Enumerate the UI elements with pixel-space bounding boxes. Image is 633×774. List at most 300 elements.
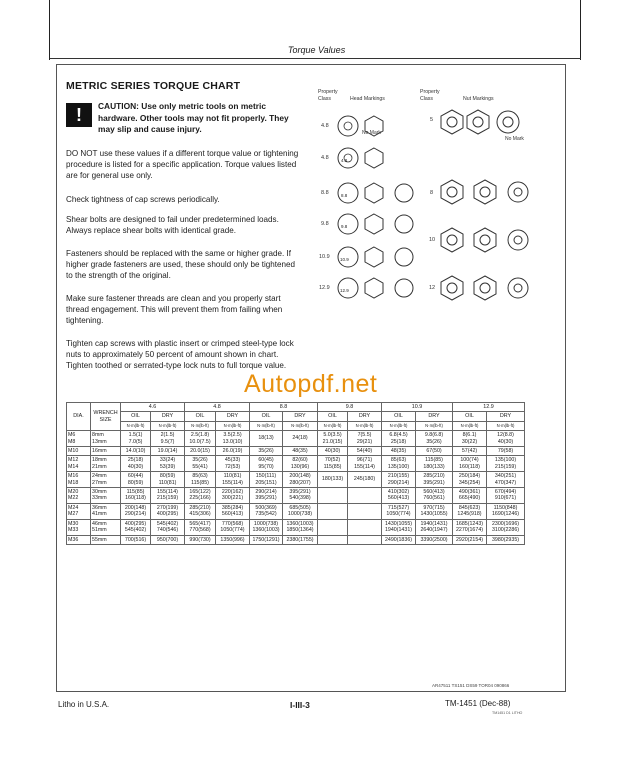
torque-cell <box>250 535 283 544</box>
cell-line: 910(671) <box>494 495 517 502</box>
nut-icon <box>503 117 513 127</box>
manual-id: TM-1451 (Dec-88) <box>445 699 511 708</box>
torque-cell <box>185 519 216 535</box>
torque-cell <box>453 456 487 472</box>
cell-line: 80(59) <box>159 473 176 480</box>
cell-line: M20 <box>68 489 79 496</box>
torque-cell <box>283 456 318 472</box>
cell-line: M14 <box>68 463 79 470</box>
cell-line: 1150(848) <box>493 504 518 511</box>
torque-cell <box>151 431 185 447</box>
nut-icon <box>447 117 457 127</box>
torque-cell <box>416 503 453 519</box>
cell-line: 33mm <box>92 495 107 502</box>
grade-header: 4.6 <box>121 403 185 412</box>
head-marking-label: 12.9 <box>340 288 349 293</box>
torque-cell <box>121 488 151 504</box>
cell-line: 1850(1364) <box>286 527 314 534</box>
cell-line: 115(85) <box>425 457 443 464</box>
grade-header: 12.9 <box>453 403 525 412</box>
oil-header: OIL <box>121 412 151 421</box>
torque-cell <box>453 431 487 447</box>
cell-line: 545(402) <box>124 527 147 534</box>
torque-cell <box>487 447 525 456</box>
cell-line: 1685(1243) <box>455 520 484 527</box>
cell-line: 1050(774) <box>220 527 245 534</box>
oil-header: OIL <box>382 412 416 421</box>
nut-icon <box>441 228 463 252</box>
wrench-cell <box>91 456 121 472</box>
cell-line: 1000(738) <box>253 520 279 527</box>
torque-cell <box>121 535 151 544</box>
cell-line: 33(24) <box>159 457 176 464</box>
cell-line: 1940(1431) <box>384 527 413 534</box>
unit-header: N·m(lb-ft) <box>453 421 487 430</box>
cell-line: 200(148) <box>124 504 147 511</box>
cell-line: 345(254) <box>458 479 481 486</box>
torque-cell <box>382 535 416 544</box>
cell-line: 18mm <box>92 457 107 464</box>
nut-icon <box>441 276 463 300</box>
cell-line: 24(18) <box>292 435 308 442</box>
cell-line: 670(494) <box>494 489 517 496</box>
unit-header: N·m(lb-ft) <box>348 421 382 430</box>
oil-header: OIL <box>318 412 348 421</box>
cell-line: 3390(2500) <box>420 536 448 543</box>
torque-cell <box>453 503 487 519</box>
cell-line: 96(71) <box>356 457 373 464</box>
torque-cell <box>283 503 318 519</box>
cell-line: 45(33) <box>224 457 241 464</box>
table-row <box>67 472 525 488</box>
cell-line: 19.0(14) <box>157 448 178 455</box>
torque-cell <box>348 472 382 488</box>
cell-line: 565(417) <box>189 520 211 527</box>
torque-cell <box>283 472 318 488</box>
nut-icon <box>514 188 522 196</box>
cell-line: 135(100) <box>387 463 410 470</box>
torque-cell <box>416 488 453 504</box>
cell-line: 215(159) <box>156 495 179 502</box>
nut-icon <box>514 236 522 244</box>
torque-table <box>66 402 525 545</box>
grade-header: 10.9 <box>382 403 453 412</box>
torque-cell <box>318 447 348 456</box>
cell-line: 9.8(6.8) <box>424 432 444 439</box>
unit-header: N·m(lb-ft) <box>283 421 318 430</box>
torque-cell <box>185 447 216 456</box>
cell-line: 1690(1246) <box>491 511 520 518</box>
cell-line: M6 <box>68 432 76 439</box>
wrench-cell <box>91 431 121 447</box>
nut-class-label: 10 <box>429 237 436 243</box>
nut-class-label: 12 <box>429 285 436 291</box>
head-marking-label: 8.8 <box>341 193 348 198</box>
cell-line: 1430(1055) <box>420 511 448 518</box>
cell-line: 40(30) <box>127 463 144 470</box>
cell-line: 6.8(4.5) <box>389 432 408 439</box>
cell-line: 560(413) <box>387 495 410 502</box>
cell-line: 100(74) <box>460 457 479 464</box>
cell-line: 245(180) <box>353 476 376 483</box>
unit-header: N·m(lb-ft) <box>382 421 416 430</box>
torque-cell <box>121 447 151 456</box>
cell-line: 155(114) <box>157 489 178 496</box>
nut-icon <box>480 187 490 197</box>
torque-cell <box>416 447 453 456</box>
cell-line: 46mm <box>92 520 107 527</box>
nut-icon <box>514 284 522 292</box>
cell-line: 290(214) <box>124 511 147 518</box>
cell-line: 400(295) <box>156 511 179 518</box>
cell-line: 395(291) <box>289 489 311 496</box>
torque-cell <box>487 488 525 504</box>
bolt-head-icon <box>395 215 413 233</box>
cell-line: 340(251) <box>494 473 517 480</box>
torque-cell <box>487 519 525 535</box>
cell-line: 25(18) <box>127 457 144 464</box>
cell-line: 1350(996) <box>220 536 245 543</box>
cell-line: 18(13) <box>258 435 274 442</box>
unit-header: N·m(lb-ft) <box>318 421 348 430</box>
torque-cell <box>416 456 453 472</box>
oil-header: OIL <box>250 412 283 421</box>
cell-line: 5.0(3.5) <box>323 432 342 439</box>
nut-icon <box>447 235 457 245</box>
cell-line: M24 <box>68 504 79 511</box>
cell-line: M18 <box>68 479 79 486</box>
wrench-cell <box>91 503 121 519</box>
cell-line: 2640(1947) <box>420 527 448 534</box>
nut-icon <box>467 110 489 134</box>
cell-line: 95(70) <box>258 463 274 470</box>
cell-line: 24mm <box>92 473 107 480</box>
cell-line: 990(730) <box>189 536 211 543</box>
cell-line: 35(26) <box>426 438 442 445</box>
cell-line: 26.0(19) <box>222 448 243 455</box>
torque-cell <box>151 456 185 472</box>
torque-cell <box>151 535 185 544</box>
cell-line: 60(44) <box>127 473 144 480</box>
cell-line: 79(58) <box>497 448 514 455</box>
nut-icon <box>480 235 490 245</box>
cell-line: M8 <box>68 438 76 445</box>
paragraph-general-use: DO NOT use these values if a different torque value or tightening procedure is listed for a specific application. Torque values listed are for general use only. <box>66 149 299 181</box>
cell-line: 1430(1055) <box>384 520 413 527</box>
wrench-cell <box>91 535 121 544</box>
cell-line: 41mm <box>92 511 107 518</box>
cell-line: 210(155) <box>387 473 410 480</box>
cell-line: 1360(1003) <box>286 520 314 527</box>
cell-line: 51mm <box>92 527 107 534</box>
torque-cell <box>185 535 216 544</box>
cell-line: M27 <box>68 511 79 518</box>
cell-line: 270(199) <box>156 504 179 511</box>
torque-cell <box>382 431 416 447</box>
cell-line: 770(568) <box>189 527 211 534</box>
cell-line: 160(118) <box>459 463 480 470</box>
nut-header-class: Property Class <box>420 89 440 102</box>
cell-line: 3.5(2.5) <box>223 432 242 439</box>
nut-icon <box>508 230 528 250</box>
col-header-wrench: WRENCH SIZE <box>91 403 121 431</box>
cell-line: 9.5(7) <box>160 438 175 445</box>
bolt-head-icon <box>365 214 383 234</box>
table-row <box>67 447 525 456</box>
cell-line: 8mm <box>92 432 104 439</box>
cell-line: 1245(918) <box>457 511 482 518</box>
cell-line: 3100(2286) <box>491 527 520 534</box>
cell-line: 180(133) <box>423 463 445 470</box>
cell-line: 48(35) <box>390 448 407 455</box>
unit-header: N·m(lb-ft) <box>121 421 151 430</box>
dry-header: DRY <box>283 412 318 421</box>
nut-header-markings: Nut Markings <box>463 96 494 102</box>
no-mark-label-nut: No Mark <box>505 136 524 142</box>
torque-cell <box>348 503 382 519</box>
bolt-head-icon <box>365 116 383 136</box>
col-header-dia: DIA. <box>67 403 91 431</box>
cell-line: 85(63) <box>390 457 407 464</box>
wrench-cell <box>91 488 121 504</box>
cell-line: 2270(1674) <box>455 527 484 534</box>
cell-line: 205(151) <box>255 479 277 486</box>
bolt-head-icon <box>395 184 413 202</box>
torque-cell <box>318 535 348 544</box>
cell-line: M30 <box>68 520 79 527</box>
dry-header: DRY <box>216 412 250 421</box>
cell-line: 13mm <box>92 438 107 445</box>
grade-header: 9.8 <box>318 403 382 412</box>
torque-cell <box>318 472 348 488</box>
torque-cell <box>283 447 318 456</box>
paragraph-shear-bolts: Shear bolts are designed to fail under predetermined loads. Always replace shear bolts with identical grade. <box>66 215 279 236</box>
torque-cell <box>151 447 185 456</box>
torque-cell <box>382 456 416 472</box>
cell-line: 80(59) <box>127 479 144 486</box>
torque-cell <box>416 519 453 535</box>
cell-line: 215(159) <box>494 463 517 470</box>
torque-cell <box>487 472 525 488</box>
cell-line: 395(291) <box>423 479 445 486</box>
head-header-markings: Head Markings <box>350 96 385 102</box>
bolt-head-icon <box>395 248 413 266</box>
cell-line: 410(302) <box>387 489 410 496</box>
cell-line: 560(413) <box>221 511 244 518</box>
torque-cell <box>216 535 250 544</box>
nut-icon <box>447 187 457 197</box>
cell-line: 290(214) <box>255 489 277 496</box>
cell-line: 770(568) <box>221 520 244 527</box>
wrench-cell <box>91 447 121 456</box>
cell-line: 1940(1431) <box>420 520 448 527</box>
cell-line: M12 <box>68 457 79 464</box>
dry-header: DRY <box>348 412 382 421</box>
cell-line: 735(542) <box>255 511 277 518</box>
torque-table-body <box>67 431 525 545</box>
cell-line: 29(21) <box>356 438 373 445</box>
cell-line: 150(111) <box>255 473 277 480</box>
dia-cell <box>67 503 91 519</box>
bolt-head-icon <box>395 279 413 297</box>
cell-line: 415(306) <box>189 511 211 518</box>
cell-line: 290(214) <box>387 479 410 486</box>
torque-cell <box>453 447 487 456</box>
table-row <box>67 456 525 472</box>
nut-icon <box>480 283 490 293</box>
cell-line: 57(42) <box>461 448 478 455</box>
nut-icon <box>473 117 483 127</box>
torque-cell <box>318 488 348 504</box>
cell-line: 970(715) <box>423 504 445 511</box>
torque-cell <box>382 447 416 456</box>
torque-cell <box>318 456 348 472</box>
cell-line: 1000(738) <box>287 511 313 518</box>
cell-line: 500(369) <box>255 504 277 511</box>
cell-line: 2(1.5) <box>160 432 175 439</box>
table-row <box>67 535 525 544</box>
torque-cell <box>487 431 525 447</box>
cell-line: 3980(2935) <box>491 536 520 543</box>
chart-title: METRIC SERIES TORQUE CHART <box>66 80 241 92</box>
cell-line: 55(41) <box>192 463 208 470</box>
cell-line: 21.0(15) <box>322 438 343 445</box>
cell-line: 30(22) <box>461 438 478 445</box>
table-row <box>67 488 525 504</box>
cell-line: 20.0(15) <box>190 448 210 455</box>
cell-line: 395(291) <box>255 495 277 502</box>
torque-cell <box>250 488 283 504</box>
torque-cell <box>250 519 283 535</box>
cell-line: 13.0(10) <box>222 438 243 445</box>
cell-line: 110(81) <box>158 479 177 486</box>
cell-line: 110(81) <box>223 473 242 480</box>
torque-cell <box>216 447 250 456</box>
head-class-label: 8.8 <box>321 190 329 196</box>
caution-text: CAUTION: Use only metric tools on metric hardware. Other tools may not fit properly. They may slip and cause injury. <box>98 101 289 134</box>
cell-line: 70(52) <box>324 457 341 464</box>
paragraph-thread-engagement: Make sure fastener threads are clean and you properly start thread engagement. This will prevent them from failing when tightening. <box>66 294 283 326</box>
cell-line: 165(122) <box>189 489 211 496</box>
torque-cell <box>185 488 216 504</box>
cell-line: 845(623) <box>458 504 481 511</box>
cell-line: 60(45) <box>258 457 274 464</box>
torque-table-wrap <box>66 402 524 545</box>
cell-line: 7(5.5) <box>357 432 372 439</box>
head-marking-label: 10.9 <box>340 257 349 262</box>
cell-line: 560(413) <box>423 489 445 496</box>
cell-line: 54(40) <box>356 448 373 455</box>
dia-cell <box>67 519 91 535</box>
torque-cell <box>348 535 382 544</box>
cell-line: 135(100) <box>494 457 517 464</box>
torque-cell <box>382 488 416 504</box>
head-class-label: 12.9 <box>319 285 330 291</box>
torque-cell <box>121 456 151 472</box>
nut-icon <box>474 276 496 300</box>
caution-icon: ! <box>66 103 92 127</box>
head-class-label: 4.8 <box>321 155 329 161</box>
oil-dry-header-row <box>67 412 525 421</box>
cell-line: 14.0(10) <box>125 448 146 455</box>
table-row <box>67 503 525 519</box>
unit-header: N·m(lb-ft) <box>216 421 250 430</box>
oil-header: OIL <box>453 412 487 421</box>
bolt-head-icon <box>365 278 383 298</box>
torque-cell <box>250 472 283 488</box>
torque-cell <box>185 431 216 447</box>
cell-line: 1050(774) <box>386 511 411 518</box>
cell-line: M33 <box>68 527 79 534</box>
table-row <box>67 519 525 535</box>
torque-cell <box>216 431 250 447</box>
torque-cell <box>216 503 250 519</box>
table-row <box>67 431 525 447</box>
torque-cell <box>216 472 250 488</box>
torque-cell <box>348 447 382 456</box>
nut-icon <box>508 278 528 298</box>
dry-header: DRY <box>151 412 185 421</box>
torque-cell <box>487 503 525 519</box>
torque-cell <box>318 503 348 519</box>
cell-line: 48(35) <box>292 448 308 455</box>
torque-cell <box>487 456 525 472</box>
torque-cell <box>318 519 348 535</box>
bolt-head-icon <box>338 116 358 136</box>
torque-cell <box>151 488 185 504</box>
cell-line: 740(546) <box>156 527 179 534</box>
torque-cell <box>487 535 525 544</box>
torque-cell <box>416 431 453 447</box>
torque-cell <box>453 519 487 535</box>
cell-line: 30mm <box>92 489 107 496</box>
cell-line: 300(221) <box>221 495 244 502</box>
cell-line: 67(50) <box>426 448 442 455</box>
bolt-head-icon <box>344 122 352 130</box>
cell-line: 490(361) <box>458 489 481 496</box>
cell-line: 2300(1696) <box>491 520 520 527</box>
cell-line: M10 <box>68 448 79 455</box>
torque-cell <box>382 503 416 519</box>
bolt-head-icon <box>365 247 383 267</box>
cell-line: 40(30) <box>497 438 514 445</box>
torque-cell <box>216 519 250 535</box>
paragraph-lock-nuts: Tighten cap screws with plastic insert or crimped steel-type lock nuts to approximately 50 percent of amount shown in chart. Tighten toothed or serrated-type lock nuts to full torque value. <box>66 339 294 371</box>
torque-cell <box>283 431 318 447</box>
cell-line: 2490(1836) <box>384 536 413 543</box>
torque-cell <box>151 519 185 535</box>
cell-line: 225(166) <box>189 495 211 502</box>
torque-cell <box>283 488 318 504</box>
torque-cell <box>216 456 250 472</box>
torque-cell <box>416 472 453 488</box>
nut-icon <box>474 228 496 252</box>
torque-cell <box>348 431 382 447</box>
unit-header: N·m(lb-ft) <box>250 421 283 430</box>
nut-icon <box>474 180 496 204</box>
nut-icon <box>441 180 463 204</box>
cell-line: 160(118) <box>125 495 146 502</box>
paragraph-fastener-grade: Fasteners should be replaced with the same or higher grade. If higher grade fasteners are used, these should only be tightened to the strength of the original. <box>66 249 296 281</box>
cell-line: 1360(1003) <box>252 527 280 534</box>
cell-line: 35(26) <box>192 457 208 464</box>
cell-line: 200(148) <box>289 473 311 480</box>
nut-icon <box>508 182 528 202</box>
torque-cell <box>151 503 185 519</box>
cell-line: 220(162) <box>221 489 244 496</box>
torque-cell <box>185 456 216 472</box>
cell-line: M36 <box>68 536 79 543</box>
